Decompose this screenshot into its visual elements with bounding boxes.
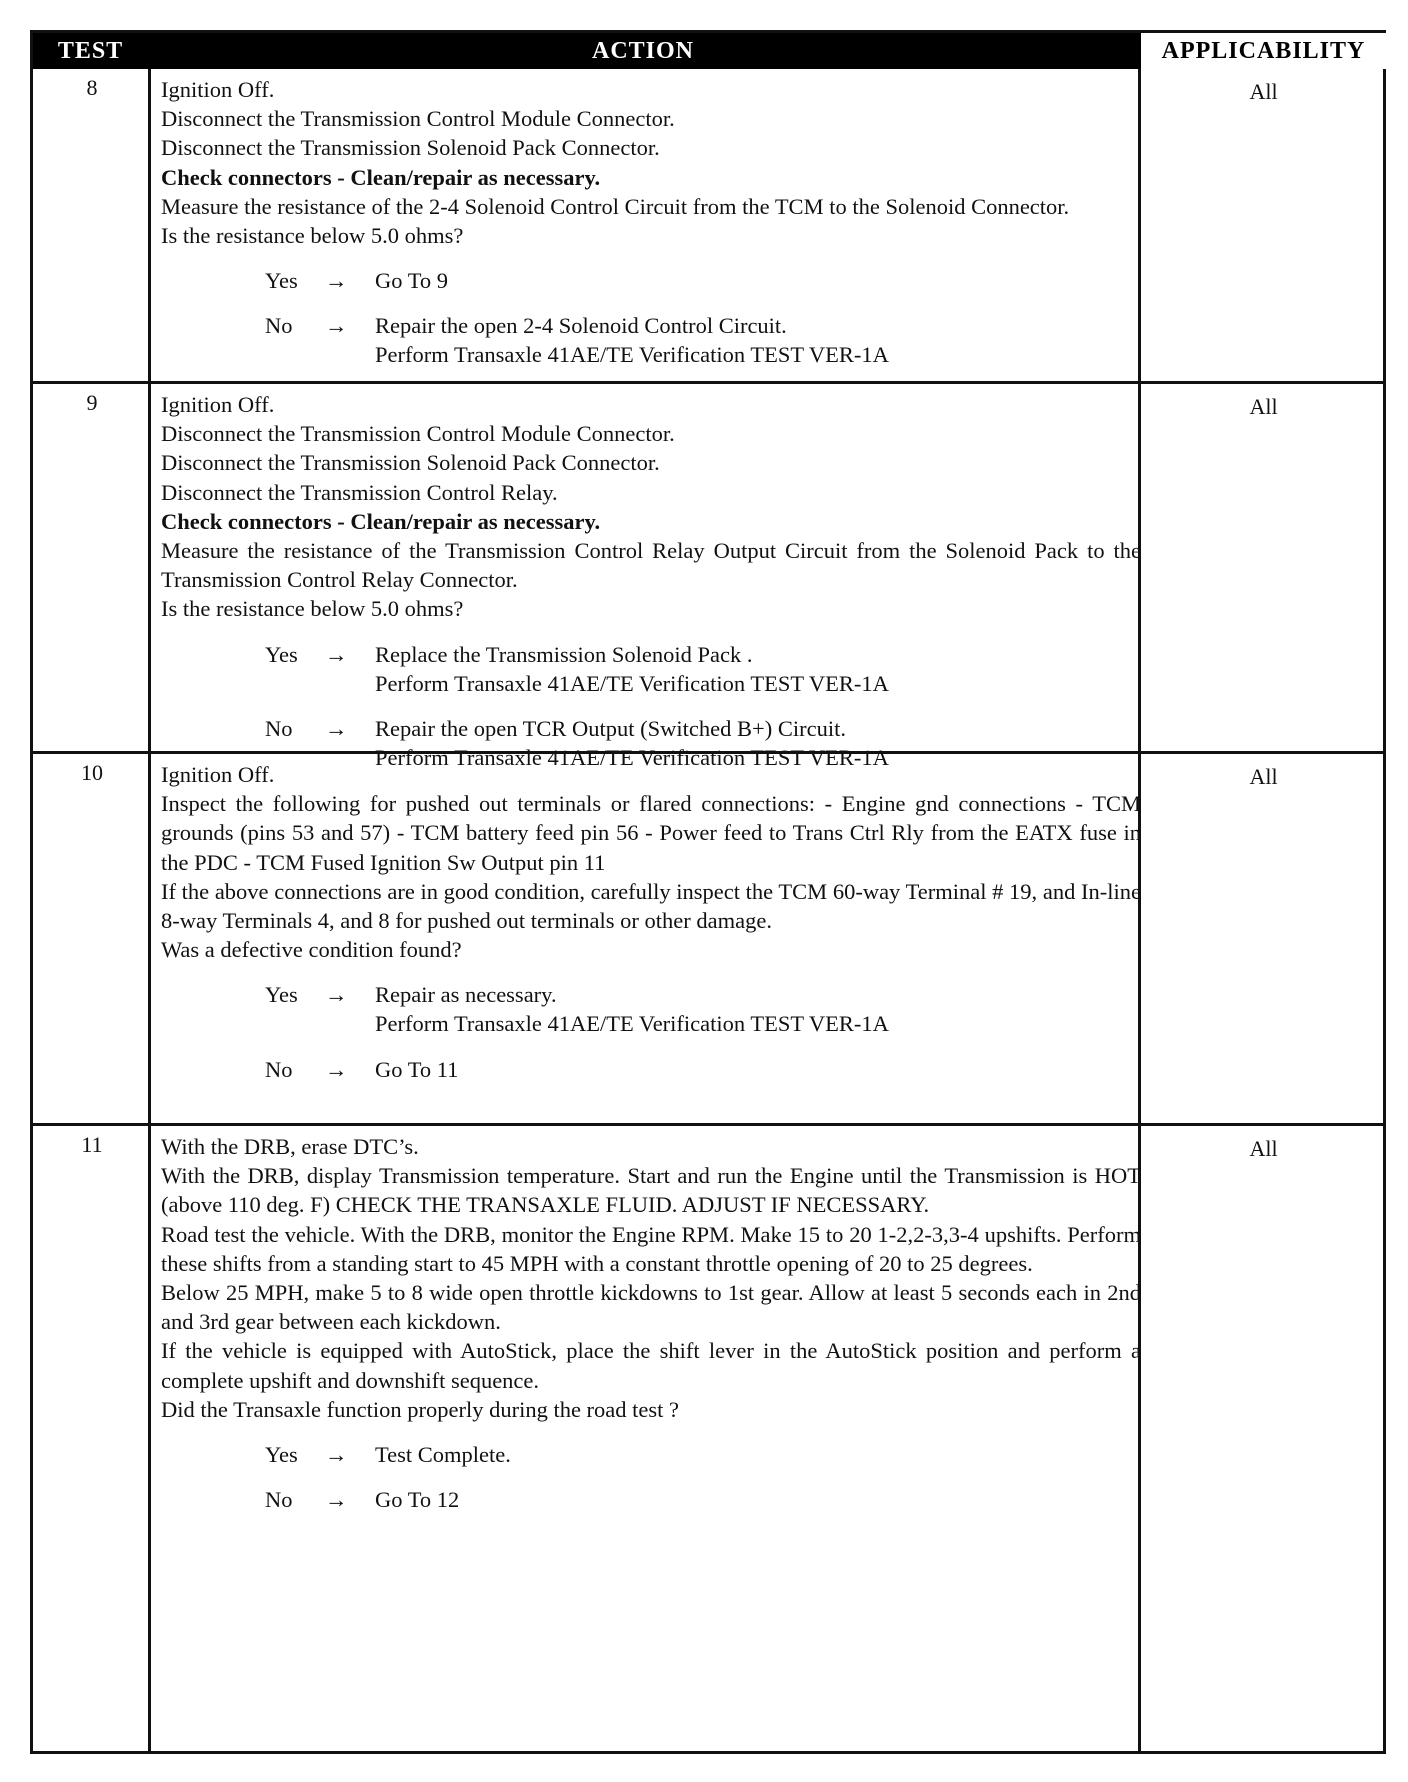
yes-result: Test Complete. — [375, 1442, 511, 1468]
action-line: Ignition Off. — [161, 762, 275, 787]
action-paragraph: Measure the resistance of the Transmission Control Relay Output Circuit from the Solenoid Pack to the Transmission Control Relay Connector. — [161, 538, 1141, 593]
table-row — [33, 754, 1383, 1123]
header-applicability: APPLICABILITY — [1138, 33, 1386, 69]
no-answer — [265, 311, 1141, 340]
yes-label: Yes — [265, 641, 298, 667]
no-label: No — [265, 313, 293, 339]
action-paragraph: Inspect the following for pushed out terminals or flared connections: - Engine gnd connections - TCM grounds (pins 53 and 57) - TCM battery feed pin 56 - Power feed to Trans Ctrl Rly from the EATX fuse in the PDC - TCM Fused Ignition Sw Output pin 11 — [161, 791, 1141, 875]
yes-answer — [265, 640, 1141, 669]
header-action: ACTION — [591, 38, 694, 64]
table-row — [33, 69, 1383, 381]
header-test: TEST — [57, 38, 124, 64]
arrow-icon: → — [325, 313, 348, 339]
applicability-value: All — [1249, 394, 1278, 419]
question: Is the resistance below 5.0 ohms? — [161, 596, 464, 622]
no-result-continuation: Perform Transaxle 41AE/TE Verification TEST VER-1A — [375, 744, 889, 770]
table-header — [33, 33, 1383, 69]
yes-result-continuation: Perform Transaxle 41AE/TE Verification TEST VER-1A — [375, 1011, 889, 1037]
no-label: No — [265, 715, 293, 741]
action-line: Ignition Off. — [161, 77, 275, 102]
applicability-value: All — [1249, 79, 1278, 104]
no-result: Repair the open TCR Output (Switched B+) Circuit. — [375, 715, 846, 741]
action-paragraph: With the DRB, display Transmission temperature. Start and run the Engine until the Transmission is HOT (above 110 deg. F) CHECK THE TRANSAXLE FLUID. ADJUST IF NECESSARY. — [161, 1163, 1141, 1218]
table-row — [33, 1126, 1383, 1754]
action-cell — [161, 1132, 1141, 1514]
yes-result: Replace the Transmission Solenoid Pack . — [375, 641, 753, 667]
arrow-icon: → — [325, 1056, 348, 1082]
arrow-icon: → — [325, 268, 348, 294]
check-connectors-note: Check connectors - Clean/repair as necessary. — [161, 164, 601, 190]
no-label: No — [265, 1056, 293, 1082]
arrow-icon: → — [325, 1442, 348, 1468]
action-paragraph: Road test the vehicle. With the DRB, monitor the Engine RPM. Make 15 to 20 1-2,2-3,3-4 upshifts. Perform these shifts from a standing start to 45 MPH with a constant throttle opening of 20 to 25 degrees. — [161, 1221, 1141, 1276]
yes-result: Repair as necessary. — [375, 982, 557, 1008]
table-row — [33, 384, 1383, 770]
no-result: Repair the open 2-4 Solenoid Control Circuit. — [375, 313, 787, 339]
question: Did the Transaxle function properly during the road test ? — [161, 1396, 680, 1422]
test-number: 11 — [81, 1132, 103, 1157]
no-answer — [265, 714, 1141, 743]
question: Was a defective condition found? — [161, 937, 462, 963]
action-line: Ignition Off. — [161, 392, 275, 417]
action-line: With the DRB, erase DTC’s. — [161, 1134, 419, 1159]
action-paragraph: Below 25 MPH, make 5 to 8 wide open throttle kickdowns to 1st gear. Allow at least 5 seconds each in 2nd and 3rd gear between each kickdown. — [161, 1280, 1141, 1335]
check-connectors-note: Check connectors - Clean/repair as necessary. — [161, 508, 601, 534]
action-line: Disconnect the Transmission Solenoid Pack Connector. — [161, 135, 660, 161]
yes-label: Yes — [265, 982, 298, 1008]
yes-answer — [265, 1440, 1141, 1469]
action-cell — [161, 75, 1141, 369]
no-answer — [265, 1055, 1141, 1084]
action-line: Disconnect the Transmission Control Relay. — [161, 479, 558, 505]
no-label: No — [265, 1487, 293, 1513]
action-cell — [161, 390, 1141, 772]
arrow-icon: → — [325, 641, 348, 667]
action-line: Disconnect the Transmission Control Module Connector. — [161, 421, 675, 447]
arrow-icon: → — [325, 982, 348, 1008]
arrow-icon: → — [325, 715, 348, 741]
test-number: 8 — [86, 75, 98, 100]
diagnostic-table — [30, 30, 1386, 1754]
action-paragraph: If the above connections are in good condition, carefully inspect the TCM 60-way Terminal # 19, and In-line 8-way Terminals 4, and 8 for pushed out terminals or other damage. — [161, 878, 1141, 934]
action-paragraph: If the vehicle is equipped with AutoStick, place the shift lever in the AutoStick position and perform a complete upshift and downshift sequence. — [161, 1338, 1141, 1393]
no-result: Go To 12 — [375, 1487, 460, 1513]
action-line: Disconnect the Transmission Solenoid Pack Connector. — [161, 450, 660, 476]
question: Is the resistance below 5.0 ohms? — [161, 223, 464, 249]
yes-label: Yes — [265, 268, 298, 294]
no-result: Go To 11 — [375, 1056, 459, 1082]
arrow-icon: → — [325, 1487, 348, 1513]
action-cell — [161, 760, 1141, 1084]
applicability-value: All — [1249, 1136, 1278, 1161]
applicability-value: All — [1249, 764, 1278, 789]
no-result-continuation: Perform Transaxle 41AE/TE Verification TEST VER-1A — [375, 342, 889, 368]
no-answer — [265, 1485, 1141, 1514]
action-paragraph: Measure the resistance of the 2-4 Solenoid Control Circuit from the TCM to the Solenoid Connector. — [161, 193, 1070, 219]
yes-answer — [265, 266, 1141, 295]
yes-label: Yes — [265, 1442, 298, 1468]
action-line: Disconnect the Transmission Control Module Connector. — [161, 106, 675, 132]
yes-answer — [265, 980, 1141, 1009]
test-number: 10 — [81, 760, 103, 785]
yes-result: Go To 9 — [375, 268, 449, 294]
test-number: 9 — [86, 390, 98, 415]
yes-result-continuation: Perform Transaxle 41AE/TE Verification TEST VER-1A — [375, 670, 889, 696]
